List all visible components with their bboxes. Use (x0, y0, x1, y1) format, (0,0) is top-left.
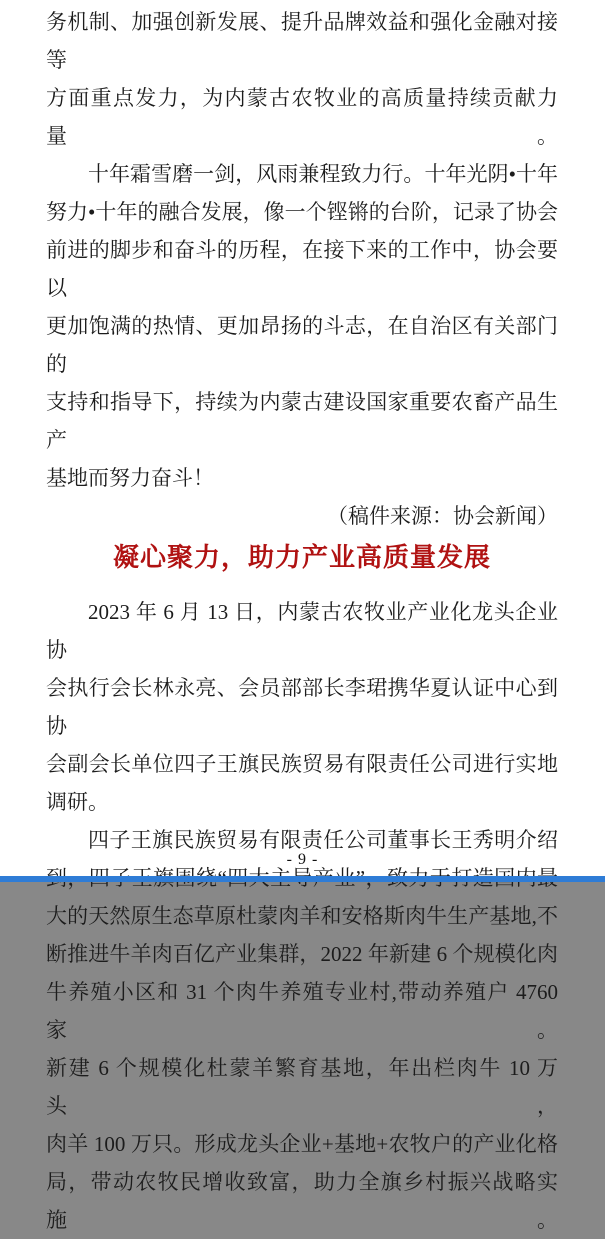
text-line: 四子王旗民族贸易有限责任公司董事长王秀明介绍 (88, 828, 558, 852)
paragraph-visit-intro (46, 593, 558, 821)
page-number: - 9 - (286, 851, 319, 868)
text-line: 肉羊 100 万只。形成龙头企业+基地+农牧户的产业化格 (46, 1132, 558, 1156)
source-note: （稿件来源：协会新闻） (327, 504, 558, 528)
text-line: 新建 6 个规模化杜蒙羊繁育基地，年出栏肉牛 10 万头， (46, 1056, 558, 1118)
text-line: 支持和指导下，持续为内蒙古建设国家重要农畜产品生产 (46, 390, 558, 452)
text-line: 更加饱满的热情、更加昂扬的斗志，在自治区有关部门的 (46, 314, 558, 376)
text-line: 局，带动农牧民增收致富，助力全旗乡村振兴战略实施。 (46, 1170, 558, 1232)
text-line: 牛养殖小区和 31 个肉牛养殖专业村,带动养殖户 4760 家。 (46, 980, 558, 1042)
text-line: 务机制、加强创新发展、提升品牌效益和强化金融对接等 (46, 10, 558, 72)
article-title: 凝心聚力，助力产业高质量发展 (112, 542, 491, 572)
paragraph-continuation (46, 3, 558, 155)
text-line: 断推进牛羊肉百亿产业集群，2022 年新建 6 个规模化肉 (46, 942, 558, 966)
text-line: 2023 年 6 月 13 日，内蒙古农牧业产业化龙头企业协 (46, 600, 558, 662)
text-line: 方面重点发力，为内蒙古农牧业的高质量持续贡献力量。 (46, 86, 558, 148)
text-line: 努力•十年的融合发展，像一个铿锵的台阶，记录了协会 (46, 200, 558, 224)
text-line: 十年霜雪磨一剑，风雨兼程致力行。十年光阴•十年 (88, 162, 558, 186)
paragraph-company-detail (46, 821, 558, 1239)
text-line: 调研。 (46, 790, 109, 814)
text-line: 会副会长单位四子王旗民族贸易有限责任公司进行实地 (46, 752, 558, 776)
text-line: 会执行会长林永亮、会员部部长李珺携华夏认证中心到协 (46, 676, 558, 738)
paragraph-decade-review (46, 155, 558, 497)
text-line: 基地而努力奋斗！ (46, 466, 214, 490)
text-line: 大的天然原生态草原杜蒙肉羊和安格斯肉牛生产基地,不 (46, 904, 558, 928)
text-line: 前进的脚步和奋斗的历程，在接下来的工作中，协会要以 (46, 238, 558, 300)
document-body (46, 3, 558, 1239)
footer-accent-bar (0, 876, 605, 882)
